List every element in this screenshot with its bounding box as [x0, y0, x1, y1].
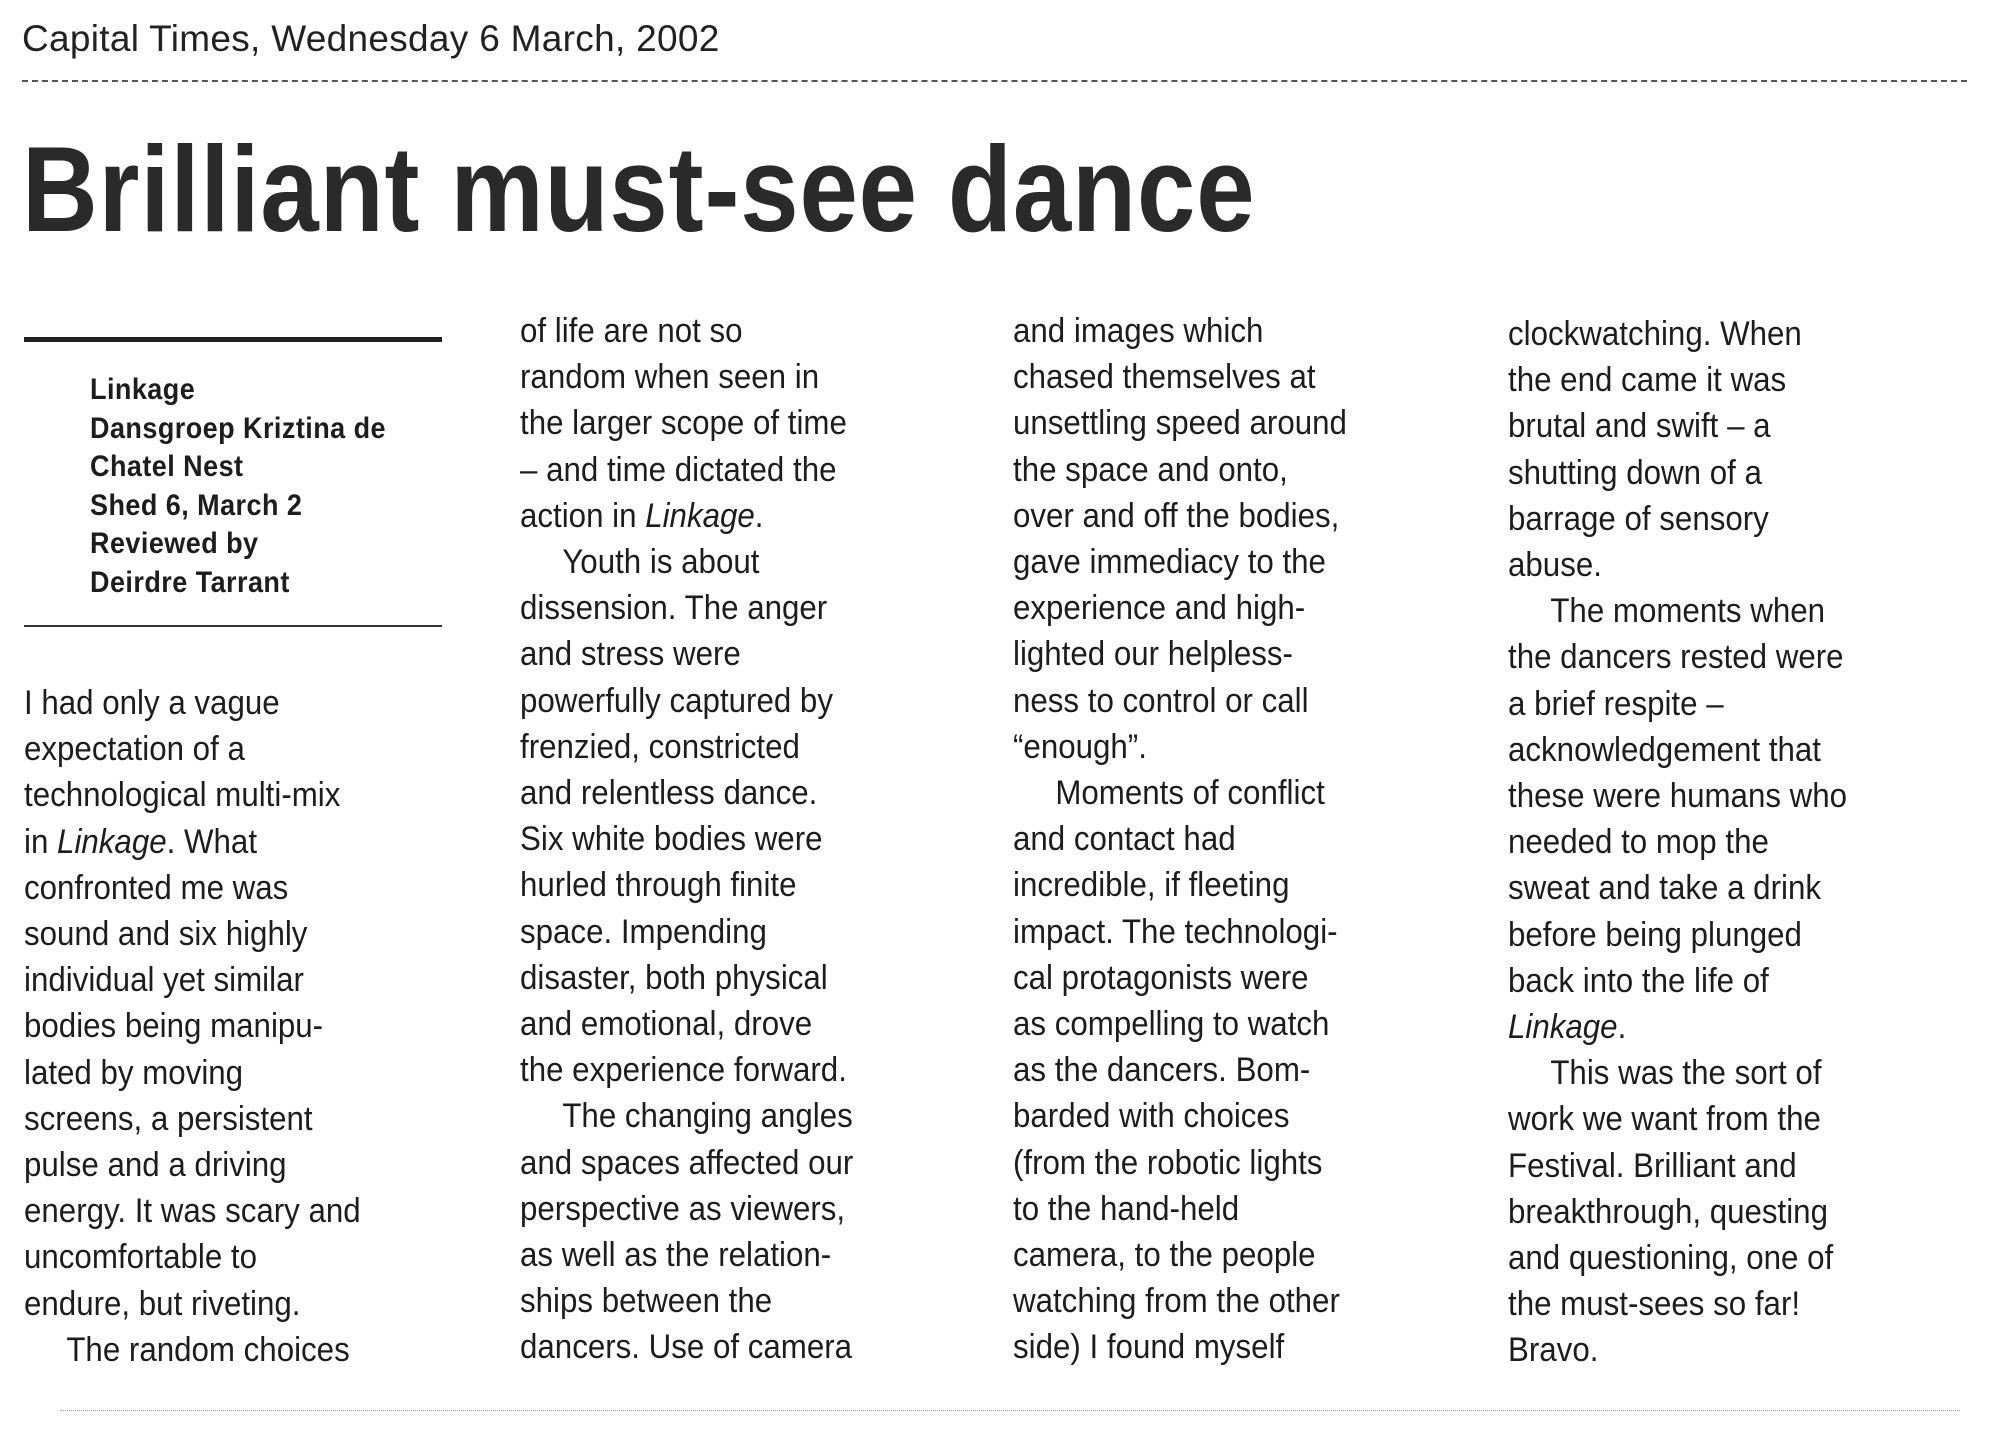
- article-line: technological multi-mix: [24, 776, 341, 815]
- article-line: dancers. Use of camera: [520, 1328, 853, 1367]
- article-line: these were humans who: [1508, 777, 1848, 816]
- article-line: impact. The technologi-: [1013, 912, 1338, 951]
- credits-box: [24, 337, 442, 627]
- article-line: and emotional, drove: [520, 1005, 813, 1044]
- article-line: as compelling to watch: [1013, 1005, 1330, 1044]
- article-line: random when seen in: [520, 358, 820, 397]
- article-line: sweat and take a drink: [1508, 869, 1821, 908]
- article-line: a brief respite –: [1508, 684, 1724, 723]
- article-line: as the dancers. Bom-: [1013, 1051, 1311, 1090]
- article-line: disaster, both physical: [520, 958, 828, 997]
- article-line: the must-sees so far!: [1508, 1285, 1801, 1324]
- article-line: before being plunged: [1508, 915, 1802, 954]
- top-rule: [22, 80, 1967, 82]
- article-line: frenzied, constricted: [520, 727, 800, 766]
- article-column-2: [520, 308, 853, 1371]
- article-line: and questioning, one of: [1508, 1239, 1834, 1278]
- article-line: the space and onto,: [1013, 450, 1288, 489]
- article-line: Bravo.: [1508, 1331, 1599, 1370]
- article-line: individual yet similar: [24, 961, 304, 1000]
- article-line: This was the sort of: [1550, 1054, 1822, 1093]
- credits-rule-bottom: [24, 625, 442, 627]
- article-line: and contact had: [1013, 820, 1236, 859]
- article-line: (from the robotic lights: [1013, 1143, 1323, 1182]
- article-line: confronted me was: [24, 868, 289, 907]
- article-line: work we want from the: [1508, 1100, 1821, 1139]
- article-line: incredible, if fleeting: [1013, 866, 1290, 905]
- italic-title: Linkage: [1508, 1008, 1618, 1047]
- article-line: Moments of conflict: [1055, 774, 1325, 813]
- credit-line: Dansgroep Kriztina de: [90, 411, 387, 445]
- article-line: barrage of sensory: [1508, 499, 1769, 538]
- article-line: the experience forward.: [520, 1051, 847, 1090]
- article-line: bodies being manipu-: [24, 1007, 324, 1046]
- article-line: I had only a vague: [24, 684, 280, 722]
- article-line: gave immediacy to the: [1013, 543, 1326, 582]
- credit-line: Shed 6, March 2: [90, 488, 303, 522]
- credits-rule-top: [24, 337, 442, 342]
- article-line: acknowledgement that: [1508, 730, 1822, 769]
- article-line: Linkage.: [1508, 1008, 1627, 1047]
- italic-title: Linkage: [57, 822, 167, 861]
- article-line: shutting down of a: [1508, 453, 1762, 492]
- article-line: dissension. The anger: [520, 589, 828, 628]
- article-line: side) I found myself: [1013, 1328, 1285, 1367]
- article-line: and stress were: [520, 635, 741, 674]
- article-line: ness to control or call: [1013, 681, 1309, 720]
- article-line: abuse.: [1508, 546, 1602, 585]
- article-line: endure, but riveting.: [24, 1284, 301, 1323]
- article-line: camera, to the people: [1013, 1236, 1316, 1275]
- article-line: the dancers rested were: [1508, 638, 1844, 677]
- article-line: and spaces affected our: [520, 1143, 854, 1182]
- article-line: needed to mop the: [1508, 823, 1769, 862]
- article-line: The moments when: [1550, 592, 1826, 631]
- article-line: perspective as viewers,: [520, 1189, 846, 1228]
- article-line: breakthrough, questing: [1508, 1192, 1828, 1231]
- article-line: to the hand-held: [1013, 1189, 1240, 1228]
- article-line: watching from the other: [1013, 1282, 1340, 1321]
- article-line: back into the life of: [1508, 961, 1769, 1000]
- article-column-4: [1508, 311, 1847, 1374]
- article-line: of life are not so: [520, 312, 743, 350]
- article-line: hurled through finite: [520, 866, 797, 905]
- article-line: unsettling speed around: [1013, 404, 1347, 443]
- article-line: in Linkage. What: [24, 822, 258, 861]
- italic-title: Linkage: [645, 496, 755, 535]
- article-line: as well as the relation-: [520, 1236, 832, 1275]
- article-line: barded with choices: [1013, 1097, 1290, 1136]
- article-line: – and time dictated the: [520, 450, 837, 489]
- article-line: Youth is about: [562, 543, 760, 582]
- article-line: ships between the: [520, 1282, 773, 1321]
- credit-line: Deirdre Tarrant: [90, 565, 290, 599]
- credit-line: Reviewed by: [90, 527, 259, 560]
- article-line: the end came it was: [1508, 361, 1787, 400]
- article-line: powerfully captured by: [520, 681, 833, 720]
- article-line: and relentless dance.: [520, 774, 818, 813]
- article-line: chased themselves at: [1013, 358, 1316, 397]
- article-line: uncomfortable to: [24, 1238, 258, 1277]
- dateline: Capital Times, Wednesday 6 March, 2002: [22, 18, 720, 59]
- article-line: sound and six highly: [24, 915, 308, 954]
- article-column-1: [24, 680, 361, 1373]
- article-line: The changing angles: [562, 1097, 853, 1136]
- article-line: expectation of a: [24, 730, 245, 769]
- article-line: clockwatching. When: [1508, 315, 1802, 353]
- credit-line: Chatel Nest: [90, 450, 244, 483]
- article-line: and images which: [1013, 312, 1264, 350]
- credits: [90, 371, 386, 602]
- article-line: brutal and swift – a: [1508, 407, 1771, 446]
- article-line: cal protagonists were: [1013, 958, 1309, 997]
- article-line: “enough”.: [1013, 727, 1147, 766]
- article-line: experience and high-: [1013, 589, 1306, 628]
- article-line: pulse and a driving: [24, 1146, 287, 1185]
- article-line: energy. It was scary and: [24, 1192, 361, 1231]
- article-line: The random choices: [66, 1330, 350, 1369]
- article-line: screens, a persistent: [24, 1099, 313, 1138]
- article-line: the larger scope of time: [520, 404, 847, 443]
- article-line: space. Impending: [520, 912, 767, 951]
- article-line: Six white bodies were: [520, 820, 823, 859]
- credit-line: Linkage: [90, 373, 196, 406]
- article-line: action in Linkage.: [520, 496, 764, 535]
- headline: Brilliant must-see dance: [22, 121, 1256, 257]
- article-column-3: [1013, 308, 1347, 1371]
- bottom-rule: [60, 1410, 1960, 1411]
- article-line: lated by moving: [24, 1053, 244, 1092]
- article-line: over and off the bodies,: [1013, 496, 1340, 535]
- article-line: Festival. Brilliant and: [1508, 1146, 1797, 1185]
- article-line: lighted our helpless-: [1013, 635, 1293, 674]
